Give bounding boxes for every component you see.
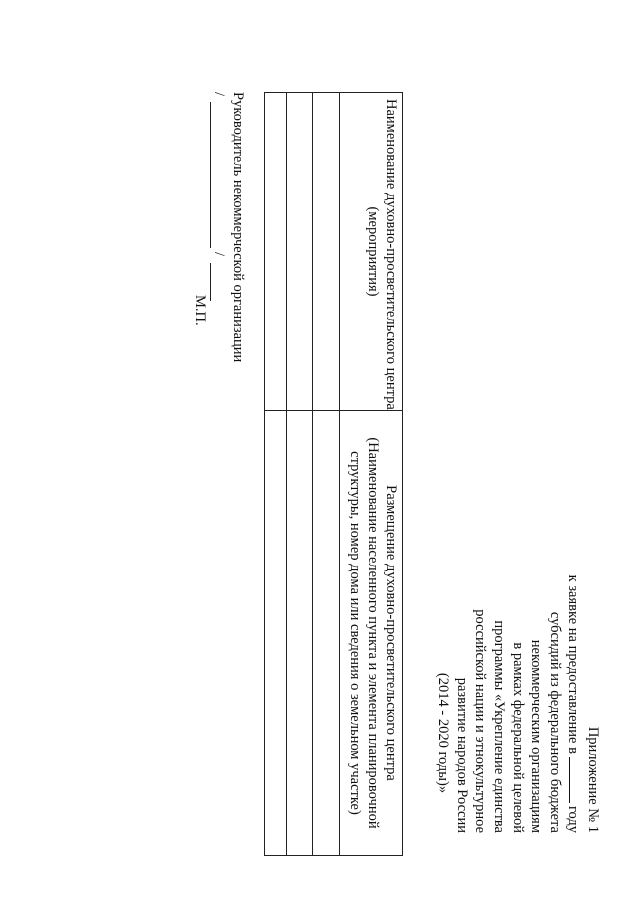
table-row — [287, 93, 313, 856]
appendix-line-6: программы «Укрепление единства — [491, 620, 508, 833]
appendix-title: Приложение № 1 — [585, 726, 601, 833]
appendix-line-3: субсидий из федерального бюджета — [546, 611, 563, 833]
header-center-location-line-1: Размещение духовно-просветительского центра — [383, 485, 399, 781]
appendix-line-4: некоммерческим организациям — [528, 639, 545, 833]
table-cell[interactable] — [313, 411, 340, 856]
appendix-line-2-end: году — [565, 805, 582, 833]
appendix-line-9: (2014 - 2020 годы)» — [435, 672, 452, 794]
signature-label: Руководитель некоммерческой организации — [230, 92, 246, 363]
year-blank — [569, 757, 583, 803]
header-center-location-line-3: структуры, номер дома или сведения о земельном участке) — [347, 451, 364, 815]
table-row — [313, 93, 340, 856]
table-cell[interactable] — [313, 93, 340, 411]
signature-line[interactable] — [210, 102, 211, 248]
header-center-location — [340, 411, 403, 856]
table-cell[interactable] — [287, 411, 313, 856]
appendix-line-2 — [564, 563, 584, 833]
appendix-line-7: российской нации и этнокультурное — [472, 609, 489, 833]
header-center-location-line-2: (Наименование населенного пункта и элемента планировочной — [365, 437, 382, 829]
appendix-header — [434, 563, 602, 833]
signature-slash-left: / — [211, 92, 227, 97]
table-row — [265, 93, 287, 856]
centers-table — [264, 92, 403, 856]
appendix-line-5: в рамках федеральной целевой — [509, 642, 526, 833]
signature-field — [207, 92, 227, 332]
table-cell[interactable] — [265, 411, 287, 856]
header-center-name-line-1: Наименование духовно-просветительского центра — [383, 99, 399, 410]
appendix-line-8: развитие народов России — [453, 677, 470, 833]
table-cell[interactable] — [287, 93, 313, 411]
table-header-row — [340, 93, 403, 856]
header-center-name-line-2: (мероприятия) — [365, 206, 382, 297]
stamp-label: М.П. — [192, 295, 208, 326]
signature-slash-right: / — [211, 252, 227, 257]
header-center-name — [340, 93, 403, 411]
name-line[interactable] — [210, 263, 211, 301]
table-cell[interactable] — [265, 93, 287, 411]
appendix-line-2-start: к заявке на предоставление в — [565, 574, 582, 754]
